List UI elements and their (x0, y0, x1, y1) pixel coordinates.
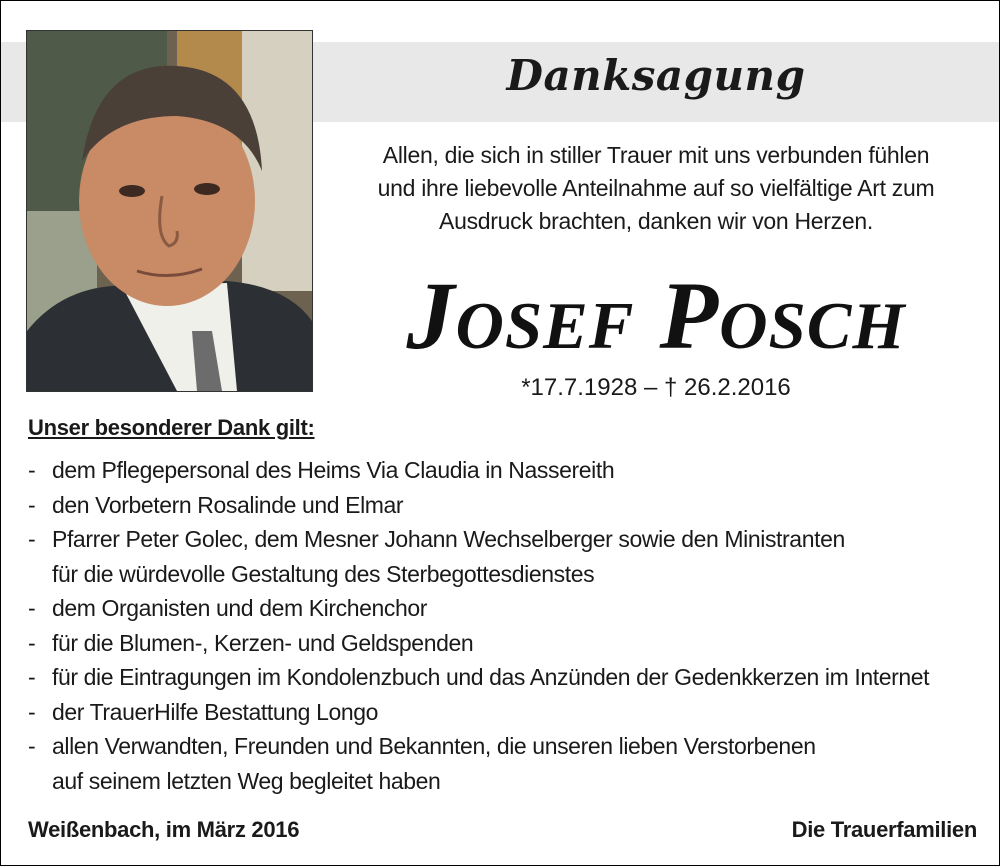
list-item (28, 488, 988, 523)
intro-line: Ausdruck brachten, danken wir von Herzen. (439, 208, 873, 234)
list-item (28, 591, 988, 626)
intro-text (331, 139, 981, 238)
list-dash: - (28, 457, 36, 483)
list-dash: - (28, 526, 36, 552)
list-dash: - (28, 595, 36, 621)
intro-line: und ihre liebevolle Anteilnahme auf so vielfältige Art zum (377, 175, 935, 201)
list-item-text: Pfarrer Peter Golec, dem Mesner Johann Wechselberger sowie den Ministranten (52, 526, 845, 552)
intro-line: Allen, die sich in stiller Trauer mit uns verbunden fühlen (382, 142, 930, 168)
list-item (28, 660, 988, 695)
list-item-text: den Vorbetern Rosalinde und Elmar (52, 491, 404, 518)
list-dash: - (28, 698, 36, 725)
list-item-text: der TrauerHilfe Bestattung Longo (52, 698, 379, 725)
notice-title: Danksagung (506, 51, 806, 100)
list-item-text: auf seinem letzten Weg begleitet haben (52, 767, 441, 794)
life-dates: *17.7.1928 – † 26.2.2016 (521, 374, 791, 401)
list-item-text: für die würdevolle Gestaltung des Sterbegottesdienstes (52, 560, 595, 587)
list-dash: - (28, 629, 36, 656)
list-dash: - (28, 664, 36, 690)
list-item (28, 695, 988, 730)
thanks-list (28, 453, 988, 798)
deceased-name: Josef Posch (406, 262, 906, 369)
portrait-photo (26, 30, 313, 392)
list-item-text: für die Blumen-, Kerzen- und Geldspenden (52, 629, 474, 656)
list-item (28, 729, 988, 798)
list-dash: - (28, 733, 36, 759)
place-date: Weißenbach, im März 2016 (28, 817, 300, 842)
list-item-text: dem Organisten und dem Kirchenchor (52, 595, 428, 621)
list-item-text: für die Eintragungen im Kondolenzbuch und das Anzünden der Gedenkkerzen im Internet (52, 664, 930, 690)
thanks-heading: Unser besonderer Dank gilt: (28, 415, 315, 440)
list-item (28, 453, 988, 488)
list-item-text: dem Pflegepersonal des Heims Via Claudia in Nassereith (52, 457, 615, 483)
list-item (28, 522, 988, 591)
list-dash: - (28, 491, 36, 518)
signature: Die Trauerfamilien (791, 817, 977, 842)
list-item (28, 626, 988, 661)
list-item-text: allen Verwandten, Freunden und Bekannten, die unseren lieben Verstorbenen (52, 733, 816, 759)
